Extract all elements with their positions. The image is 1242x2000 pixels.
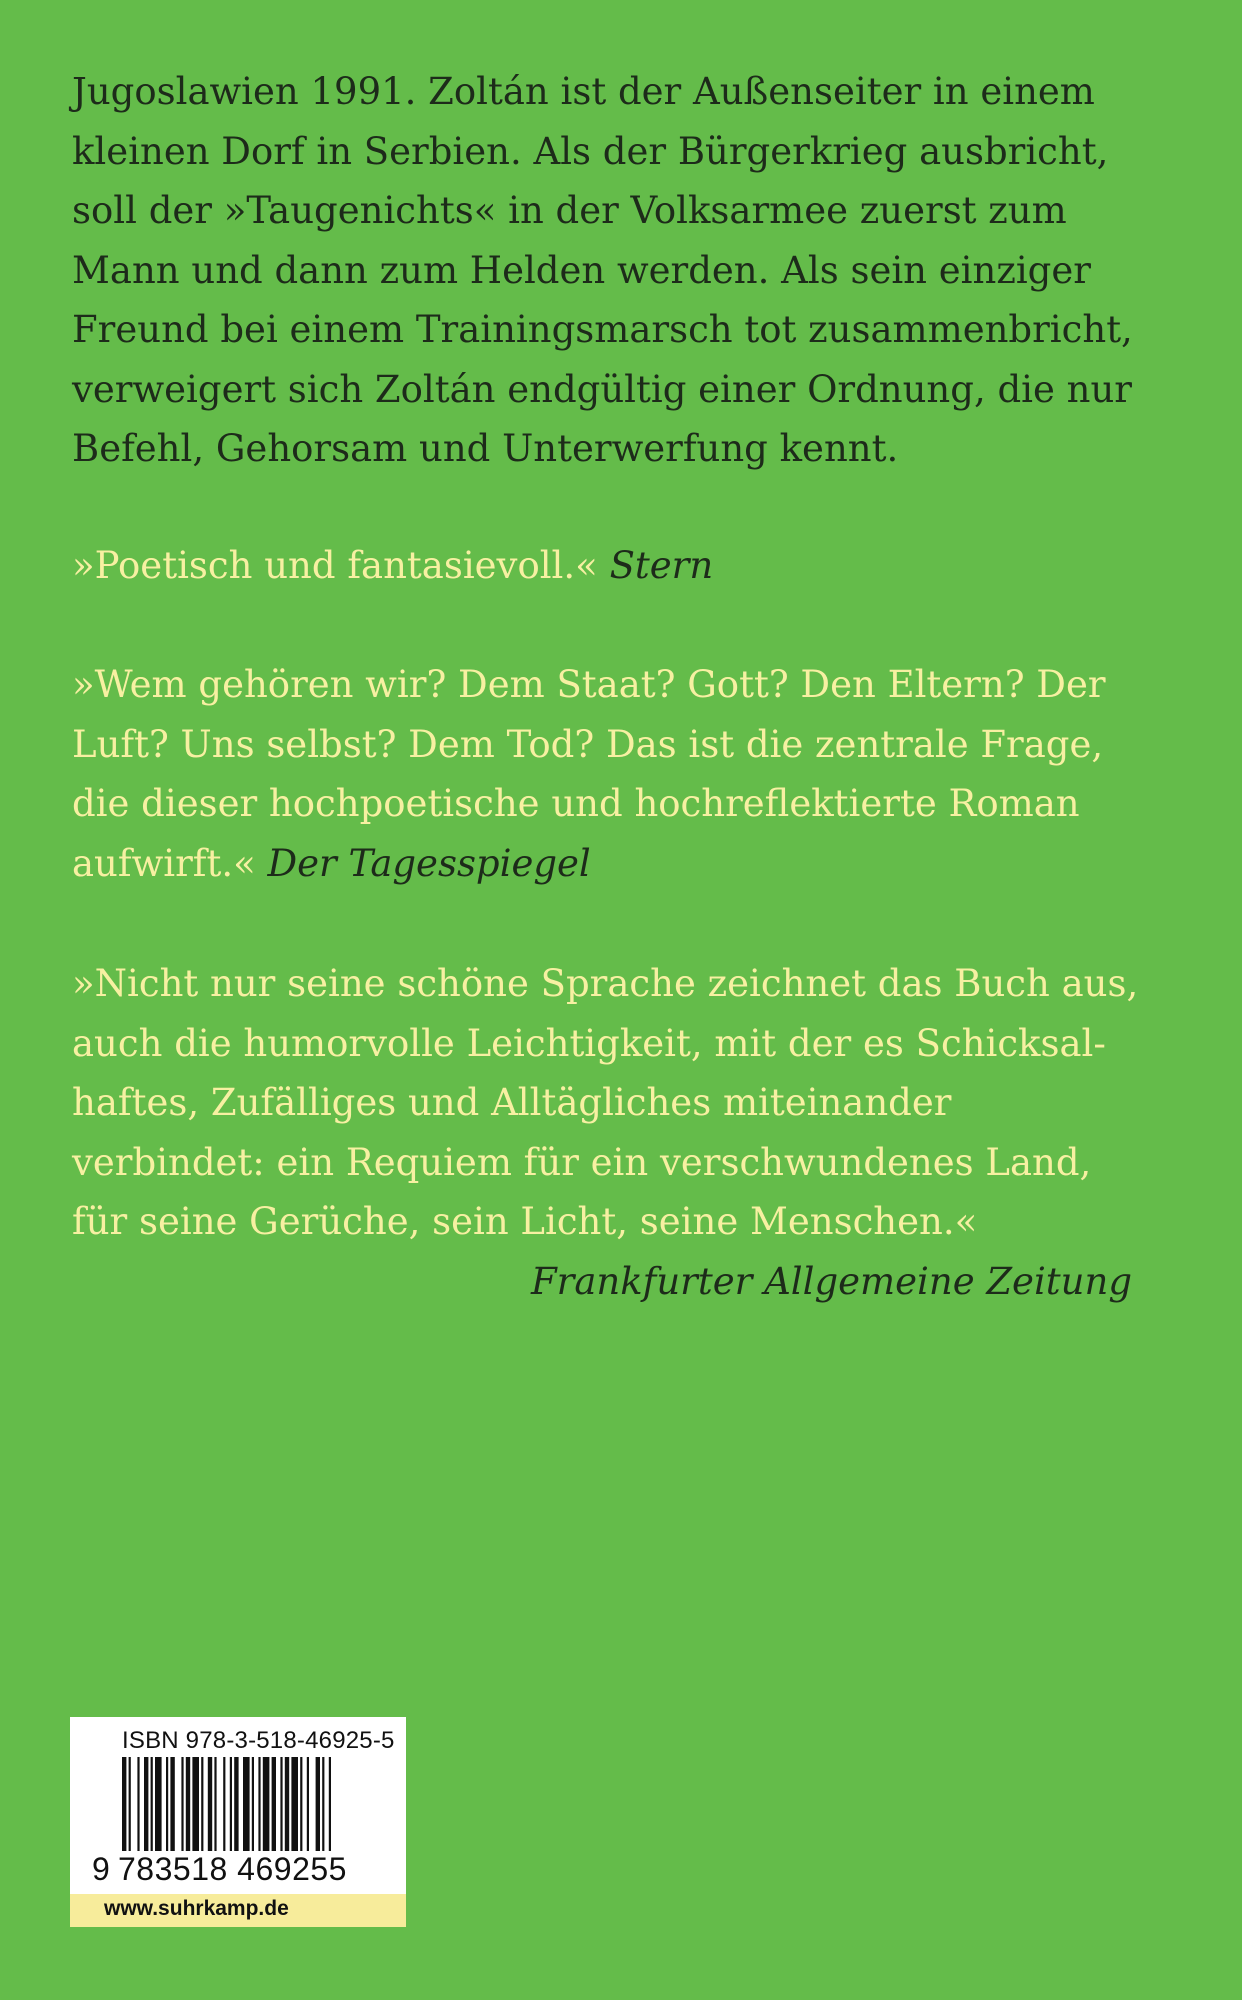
review-quote-faz xyxy=(72,954,1172,1311)
barcode-bar xyxy=(201,1757,203,1853)
barcode-bar xyxy=(144,1757,148,1853)
quote-line xyxy=(72,536,1172,596)
book-blurb xyxy=(72,62,1172,479)
barcode-bar xyxy=(170,1757,174,1853)
barcode-bar xyxy=(291,1757,298,1853)
blurb-line: soll der »Taugenichts« in der Volksarmee zuerst zum xyxy=(72,189,1067,232)
publisher-url-strip xyxy=(70,1894,406,1927)
quote-source: Stern xyxy=(609,544,714,587)
quote-line: die dieser hochpoetische und hochreflektierte Roman xyxy=(72,782,1080,825)
quote-text: aufwirft.« xyxy=(72,841,268,885)
quote-line: »Wem gehören wir? Dem Staat? Gott? Den Eltern? Der xyxy=(72,663,1106,706)
barcode-bar xyxy=(263,1757,270,1853)
barcode-bar xyxy=(214,1757,216,1853)
barcode-bar xyxy=(208,1757,212,1853)
review-quote-tagesspiegel xyxy=(72,655,1172,893)
barcode-bar xyxy=(192,1757,199,1853)
blurb-line: Freund bei einem Trainingsmarsch tot zusammenbricht, xyxy=(72,308,1133,351)
barcode-bar xyxy=(151,1757,153,1853)
barcode-bar xyxy=(307,1757,309,1853)
barcode-bar xyxy=(137,1757,139,1853)
ean-first-digit: 9 xyxy=(92,1851,110,1887)
barcode-bar xyxy=(280,1757,282,1853)
barcode-bar xyxy=(155,1757,162,1853)
barcode-bar xyxy=(272,1757,276,1853)
review-quote-stern xyxy=(72,536,1172,596)
blurb-line: Mann und dann zum Helden werden. Als sein einziger xyxy=(72,248,1091,292)
isbn-label: ISBN 978-3-518-46925-5 xyxy=(122,1727,395,1754)
quote-line: haftes, Zufälliges und Alltägliches miteinander xyxy=(72,1081,952,1124)
quote-source: Der Tagesspiegel xyxy=(267,841,591,885)
barcode-bar xyxy=(181,1757,183,1853)
quote-line xyxy=(72,834,1172,894)
barcode-bar xyxy=(316,1757,320,1853)
quote-line: auch die humorvolle Leichtigkeit, mit der es Schicksal- xyxy=(72,1021,1106,1065)
isbn-barcode-block xyxy=(70,1717,406,1927)
quote-text: »Poetisch und fantasievoll.« xyxy=(72,544,610,587)
barcode-bar xyxy=(166,1757,168,1853)
barcode-bar xyxy=(234,1757,238,1853)
quote-line: Luft? Uns selbst? Dem Tod? Das ist die zentrale Frage, xyxy=(72,722,1104,766)
barcode-bar xyxy=(300,1757,302,1853)
blurb-line: Befehl, Gehorsam und Unterwerfung kennt. xyxy=(72,427,899,470)
barcode-bar xyxy=(186,1757,190,1853)
quote-line: für seine Gerüche, sein Licht, seine Menschen.« xyxy=(72,1200,978,1243)
barcode-bar xyxy=(243,1757,250,1853)
barcode-bar xyxy=(258,1757,260,1853)
barcode-bar xyxy=(285,1757,289,1853)
blurb-line: Jugoslawien 1991. Zoltán ist der Außenseiter in einem xyxy=(72,70,1095,113)
blurb-line: verweigert sich Zoltán endgültig einer Ordnung, die nur xyxy=(72,367,1132,411)
quote-line: »Nicht nur seine schöne Sprache zeichnet das Buch aus, xyxy=(72,962,1139,1005)
publisher-url: www.suhrkamp.de xyxy=(104,1897,289,1920)
quote-line: verbindet: ein Requiem für ein verschwundenes Land, xyxy=(72,1140,1092,1184)
barcode-bar xyxy=(252,1757,254,1853)
quote-source: Frankfurter Allgemeine Zeitung xyxy=(530,1259,1132,1303)
blurb-line: kleinen Dorf in Serbien. Als der Bürgerkrieg ausbricht, xyxy=(72,129,1109,173)
ean-digits: 783518 469255 xyxy=(118,1851,351,1888)
